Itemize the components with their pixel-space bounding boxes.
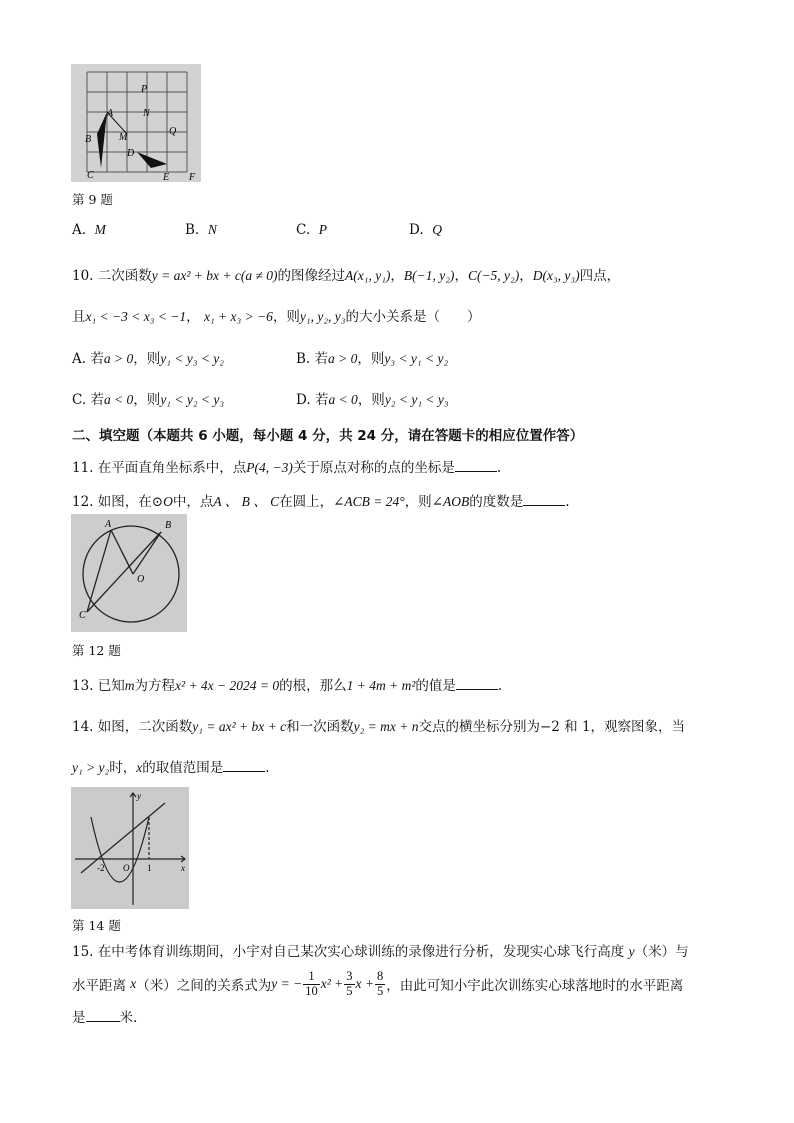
label-Q: Q [169,126,177,137]
label-F: F [189,172,196,182]
q10-line2: 且x₁ < −3 < x₃ < −1， x₁ + x₃ > −6，则y₁, y₂, y₃的大小关系是（ ） [72,309,481,325]
q14-line2: y₁ > y₂时，x的取值范围是 . [72,760,270,776]
fraction-2: $\frac{3}{5}$ [346,969,353,998]
label-minus-two: -2 [97,863,105,873]
q9-option-d[interactable]: D. Q [409,222,442,238]
q12: 12. 如图，在⊙O中，点A 、 B 、 C在圆上，∠ACB = 24°，则∠AOB的度数是 . [72,494,570,510]
label-A: A [105,519,112,530]
fraction-1: $\frac{1}{10}$ [305,969,318,998]
q11-answer-blank[interactable] [455,459,497,472]
label-E: E [163,172,170,182]
q9-option-a[interactable]: A. M [72,222,106,238]
label-C: C [87,170,94,181]
q10-option-c[interactable]: C. 若a < 0，则y₁ < y₂ < y₃ [72,392,225,408]
label-O: O [137,574,145,585]
label-one: 1 [147,863,152,873]
label-M: M [119,132,128,143]
label-B: B [85,134,92,145]
label-B: B [165,520,172,531]
q14-figure [71,787,189,909]
q9-caption: 第 9 题 [72,192,113,207]
fraction-3: $\frac{8}{5}$ [377,969,384,998]
q15-line1: 15. 在中考体育训练期间，小宇对自己某次实心球训练的录像进行分析，发现实心球飞行高度 y（米）与 [72,944,689,960]
label-D: D [127,148,135,159]
label-y: y [137,791,141,801]
q10-function: y = ax² + bx + c(a ≠ 0) [151,268,278,283]
q14-answer-blank[interactable] [223,759,265,772]
label-x: x [181,863,185,873]
q11: 11. 在平面直角坐标系中，点P(4, −3)关于原点对称的点的坐标是 . [72,460,502,476]
q10-option-a[interactable]: A. 若a > 0，则y₁ < y₃ < y₂ [72,351,224,367]
q15-line3: 是 米. [72,1010,138,1026]
q12-answer-blank[interactable] [523,493,565,506]
q12-figure [71,514,187,632]
q14-line1: 14. 如图，二次函数y₁ = ax² + bx + c和一次函数y₂ = mx + n交点的横坐标分别为−2 和 1，观察图象，当 [72,719,686,735]
label-C: C [79,610,86,621]
q15-line2: 水平距离 x （米）之间的关系式为 y = − $\frac{1}{10}$ x² + $\frac{3}{5}$ x + $\frac{8}{5}$ ，由此可知小宇此次训练实心球落地时的水平距离 [72,969,684,998]
q10-option-b[interactable]: B. 若a > 0，则y₃ < y₁ < y₂ [296,351,449,367]
q9-figure [71,64,201,182]
q12-caption: 第 12 题 [72,643,121,658]
q9-option-b[interactable]: B. N [185,222,217,238]
q14-caption: 第 14 题 [72,918,121,933]
q15-answer-blank[interactable] [86,1009,120,1022]
q10-line1: 10. 二次函数y = ax² + bx + c(a ≠ 0)的图像经过A(x₁, y₁)，B(−1, y₂)，C(−5, y₂)，D(x₃, y₃)四点， [72,268,621,284]
q9-option-c[interactable]: C. P [296,222,327,238]
q10-number: 10. [72,268,94,284]
section-title: 二、填空题（本题共 6 小题，每小题 4 分，共 24 分，请在答题卡的相应位置作答） [72,428,584,444]
q13: 13. 已知m为方程x² + 4x − 2024 = 0的根，那么1 + 4m + m²的值是 . [72,678,503,694]
q10-option-d[interactable]: D. 若a < 0，则y₂ < y₁ < y₃ [296,392,449,408]
label-P: P [141,84,148,95]
label-A: A [107,108,114,119]
q13-answer-blank[interactable] [456,677,498,690]
label-N: N [143,108,150,119]
label-origin: O [123,863,130,873]
